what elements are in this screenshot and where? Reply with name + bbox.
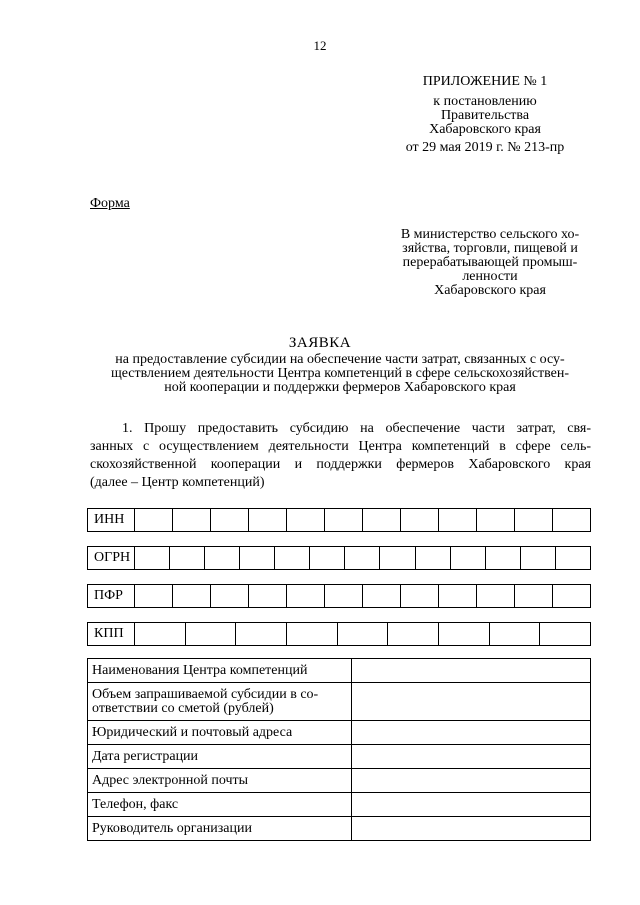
kpp-digit-cell[interactable]: [185, 623, 236, 646]
kpp-table: [87, 622, 591, 646]
pfr-digit-cell[interactable]: [553, 585, 591, 608]
inn-table: [87, 508, 591, 532]
ogrn-digit-cell[interactable]: [450, 547, 485, 570]
document-title: ЗАЯВКА: [288, 335, 352, 351]
paragraph-line-text: 1. Прошу предоставить субсидию на обеспечение части затрат, свя-: [122, 421, 591, 436]
subtitle-line: ществлением деятельности Центра компетенций в сфере сельскохозяйствен-: [110, 366, 570, 381]
kpp-digit-cell[interactable]: [438, 623, 489, 646]
pfr-digit-cell[interactable]: [439, 585, 477, 608]
addressee-line: ленности: [462, 269, 518, 284]
pfr-digit-cell[interactable]: [249, 585, 287, 608]
ogrn-digit-cell[interactable]: [520, 547, 555, 570]
inn-digit-cell[interactable]: [477, 509, 515, 532]
table-row: [88, 769, 591, 793]
inn-digit-cell[interactable]: [439, 509, 477, 532]
pfr-digit-cell[interactable]: [173, 585, 211, 608]
info-value-cell[interactable]: [352, 721, 591, 745]
appendix-line-decree: к постановлению: [433, 94, 537, 109]
ogrn-digit-cell[interactable]: [170, 547, 205, 570]
inn-label: ИНН: [88, 509, 135, 532]
kpp-digit-cell[interactable]: [388, 623, 439, 646]
table-row: [88, 683, 591, 721]
table-row: [88, 745, 591, 769]
pfr-table: [87, 584, 591, 608]
paragraph-line: занных с осуществлением деятельности Центра компетенций в сфере сель-: [90, 439, 591, 454]
addressee-line: зяйства, торговли, пищевой и: [402, 241, 578, 256]
inn-digit-cell[interactable]: [287, 509, 325, 532]
inn-digit-cell[interactable]: [211, 509, 249, 532]
appendix-line-date: от 29 мая 2019 г. № 213-пр: [405, 140, 565, 155]
pfr-digit-cell[interactable]: [515, 585, 553, 608]
pfr-digit-cell[interactable]: [287, 585, 325, 608]
pfr-digit-cell[interactable]: [401, 585, 439, 608]
info-value-cell[interactable]: [352, 683, 591, 721]
kpp-digit-cell[interactable]: [236, 623, 287, 646]
addressee-line: перерабатывающей промыш-: [402, 255, 578, 270]
info-label: Наименования Центра компетенций: [88, 659, 352, 683]
request-paragraph: [90, 420, 591, 474]
document-subtitle: [90, 353, 590, 395]
ogrn-digit-cell[interactable]: [555, 547, 590, 570]
info-value-cell[interactable]: [352, 817, 591, 841]
kpp-digit-cell[interactable]: [540, 623, 591, 646]
ogrn-digit-cell[interactable]: [240, 547, 275, 570]
inn-digit-cell[interactable]: [363, 509, 401, 532]
pfr-digit-cell[interactable]: [135, 585, 173, 608]
addressee-line: Хабаровского края: [434, 283, 546, 298]
appendix-title: ПРИЛОЖЕНИЕ № 1: [422, 74, 548, 89]
info-label: Руководитель организации: [88, 817, 352, 841]
table-row: [88, 817, 591, 841]
inn-digit-cell[interactable]: [249, 509, 287, 532]
pfr-digit-cell[interactable]: [477, 585, 515, 608]
info-value-cell[interactable]: [352, 659, 591, 683]
pfr-label: ПФР: [88, 585, 135, 608]
addressee-block: [390, 228, 590, 298]
paragraph-last-line: (далее – Центр компетенций): [90, 475, 265, 490]
ogrn-digit-cell[interactable]: [345, 547, 380, 570]
table-row: [88, 793, 591, 817]
form-label: Форма: [90, 196, 130, 211]
kpp-digit-cell[interactable]: [489, 623, 540, 646]
inn-digit-cell[interactable]: [325, 509, 363, 532]
info-value-cell[interactable]: [352, 745, 591, 769]
info-label: Дата регистрации: [88, 745, 352, 769]
kpp-digit-cell[interactable]: [135, 623, 186, 646]
info-label: Объем запрашиваемой субсидии в со-ответствии со сметой (рублей): [88, 683, 352, 721]
ogrn-digit-cell[interactable]: [310, 547, 345, 570]
inn-digit-cell[interactable]: [553, 509, 591, 532]
table-row: [88, 721, 591, 745]
organization-info-table: [87, 658, 591, 841]
ogrn-digit-cell[interactable]: [205, 547, 240, 570]
paragraph-line: скохозяйственной кооперации и поддержки фермеров Хабаровского края: [90, 457, 591, 472]
kpp-digit-cell[interactable]: [286, 623, 337, 646]
info-value-cell[interactable]: [352, 793, 591, 817]
ogrn-table: [87, 546, 591, 570]
appendix-line-government: Правительства: [440, 108, 530, 123]
ogrn-digit-cell[interactable]: [380, 547, 415, 570]
page-number: 12: [313, 38, 327, 53]
inn-digit-cell[interactable]: [401, 509, 439, 532]
ogrn-digit-cell[interactable]: [275, 547, 310, 570]
paragraph-line: [90, 420, 591, 438]
pfr-digit-cell[interactable]: [211, 585, 249, 608]
appendix-line-region: Хабаровского края: [429, 122, 541, 137]
info-value-cell[interactable]: [352, 769, 591, 793]
ogrn-digit-cell[interactable]: [135, 547, 170, 570]
inn-digit-cell[interactable]: [173, 509, 211, 532]
info-label: Телефон, факс: [88, 793, 352, 817]
kpp-digit-cell[interactable]: [337, 623, 388, 646]
subtitle-line: ной кооперации и поддержки фермеров Хабаровского края: [164, 380, 516, 395]
inn-digit-cell[interactable]: [515, 509, 553, 532]
pfr-digit-cell[interactable]: [363, 585, 401, 608]
info-label: Юридический и почтовый адреса: [88, 721, 352, 745]
inn-digit-cell[interactable]: [135, 509, 173, 532]
ogrn-digit-cell[interactable]: [485, 547, 520, 570]
ogrn-label: ОГРН: [88, 547, 135, 570]
kpp-label: КПП: [88, 623, 135, 646]
ogrn-digit-cell[interactable]: [415, 547, 450, 570]
addressee-line: В министерство сельского хо-: [400, 227, 580, 242]
table-row: [88, 659, 591, 683]
subtitle-line: на предоставление субсидии на обеспечение части затрат, связанных с осу-: [115, 352, 565, 367]
info-label: Адрес электронной почты: [88, 769, 352, 793]
pfr-digit-cell[interactable]: [325, 585, 363, 608]
